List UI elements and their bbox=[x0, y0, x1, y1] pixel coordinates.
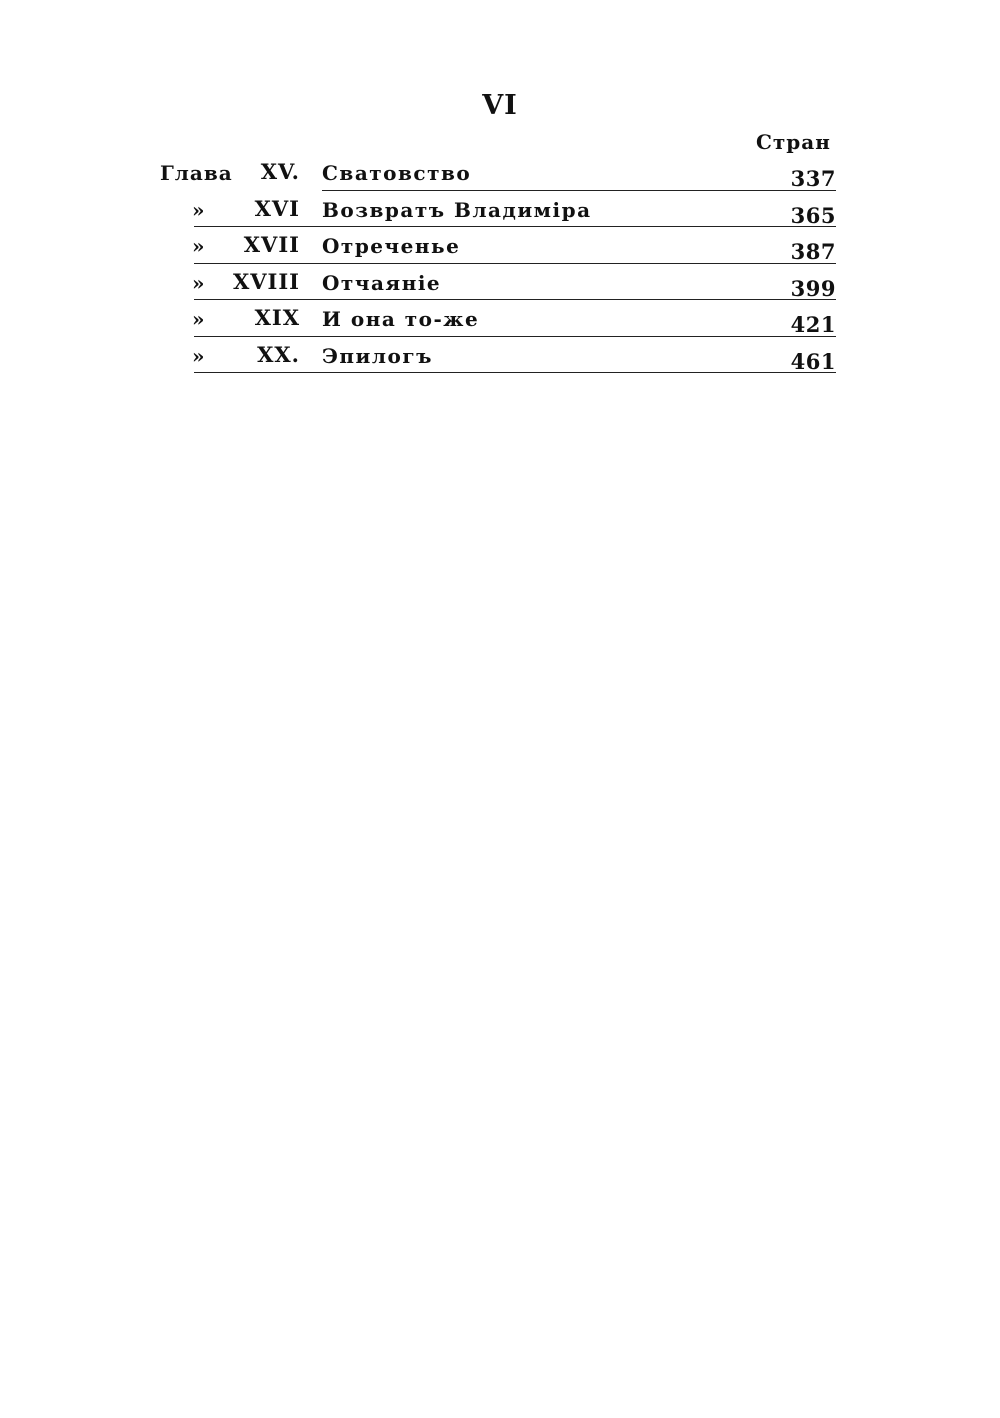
ditto-mark: » bbox=[192, 307, 205, 331]
page-number: VI bbox=[482, 90, 518, 121]
chapter-word: Глава bbox=[160, 161, 233, 185]
chapter-title: Эпилогъ bbox=[322, 343, 433, 368]
row-rule bbox=[194, 226, 836, 227]
chapter-numeral: XX. bbox=[257, 341, 300, 367]
chapter-numeral: XVI bbox=[254, 195, 300, 221]
chapter-title: Отчаяніе bbox=[322, 270, 442, 295]
page-number-ref: 421 bbox=[790, 312, 836, 337]
row-rule bbox=[322, 190, 836, 191]
chapter-numeral: XVIII bbox=[232, 268, 300, 294]
table-of-contents bbox=[0, 158, 1000, 377]
toc-entry bbox=[0, 304, 1000, 341]
ditto-mark: » bbox=[192, 197, 205, 222]
toc-entry bbox=[0, 195, 1000, 232]
page-number-ref: 365 bbox=[790, 202, 836, 228]
chapter-title: Отреченье bbox=[322, 234, 461, 258]
toc-entry bbox=[0, 231, 1000, 268]
page-number-ref: 387 bbox=[790, 239, 836, 264]
ditto-mark: » bbox=[192, 270, 205, 295]
row-rule bbox=[194, 299, 836, 300]
page-column-header: Стран bbox=[756, 130, 831, 154]
chapter-title: Сватовство bbox=[322, 161, 472, 185]
toc-entry bbox=[0, 341, 1000, 378]
chapter-title: И она то-же bbox=[322, 307, 480, 331]
chapter-title: Возвратъ Владиміра bbox=[322, 197, 592, 222]
page-number-ref: 399 bbox=[790, 275, 836, 301]
chapter-numeral: XVII bbox=[243, 232, 300, 257]
chapter-numeral: XIX bbox=[254, 305, 300, 330]
toc-entry bbox=[0, 268, 1000, 305]
row-rule bbox=[194, 263, 836, 264]
ditto-mark: » bbox=[192, 234, 205, 258]
page-number-ref: 337 bbox=[790, 166, 836, 191]
chapter-numeral: XV. bbox=[260, 159, 300, 184]
row-rule bbox=[194, 372, 836, 373]
toc-entry bbox=[0, 158, 1000, 195]
page-number-ref: 461 bbox=[790, 348, 836, 374]
row-rule bbox=[194, 336, 836, 337]
ditto-mark: » bbox=[192, 343, 205, 368]
